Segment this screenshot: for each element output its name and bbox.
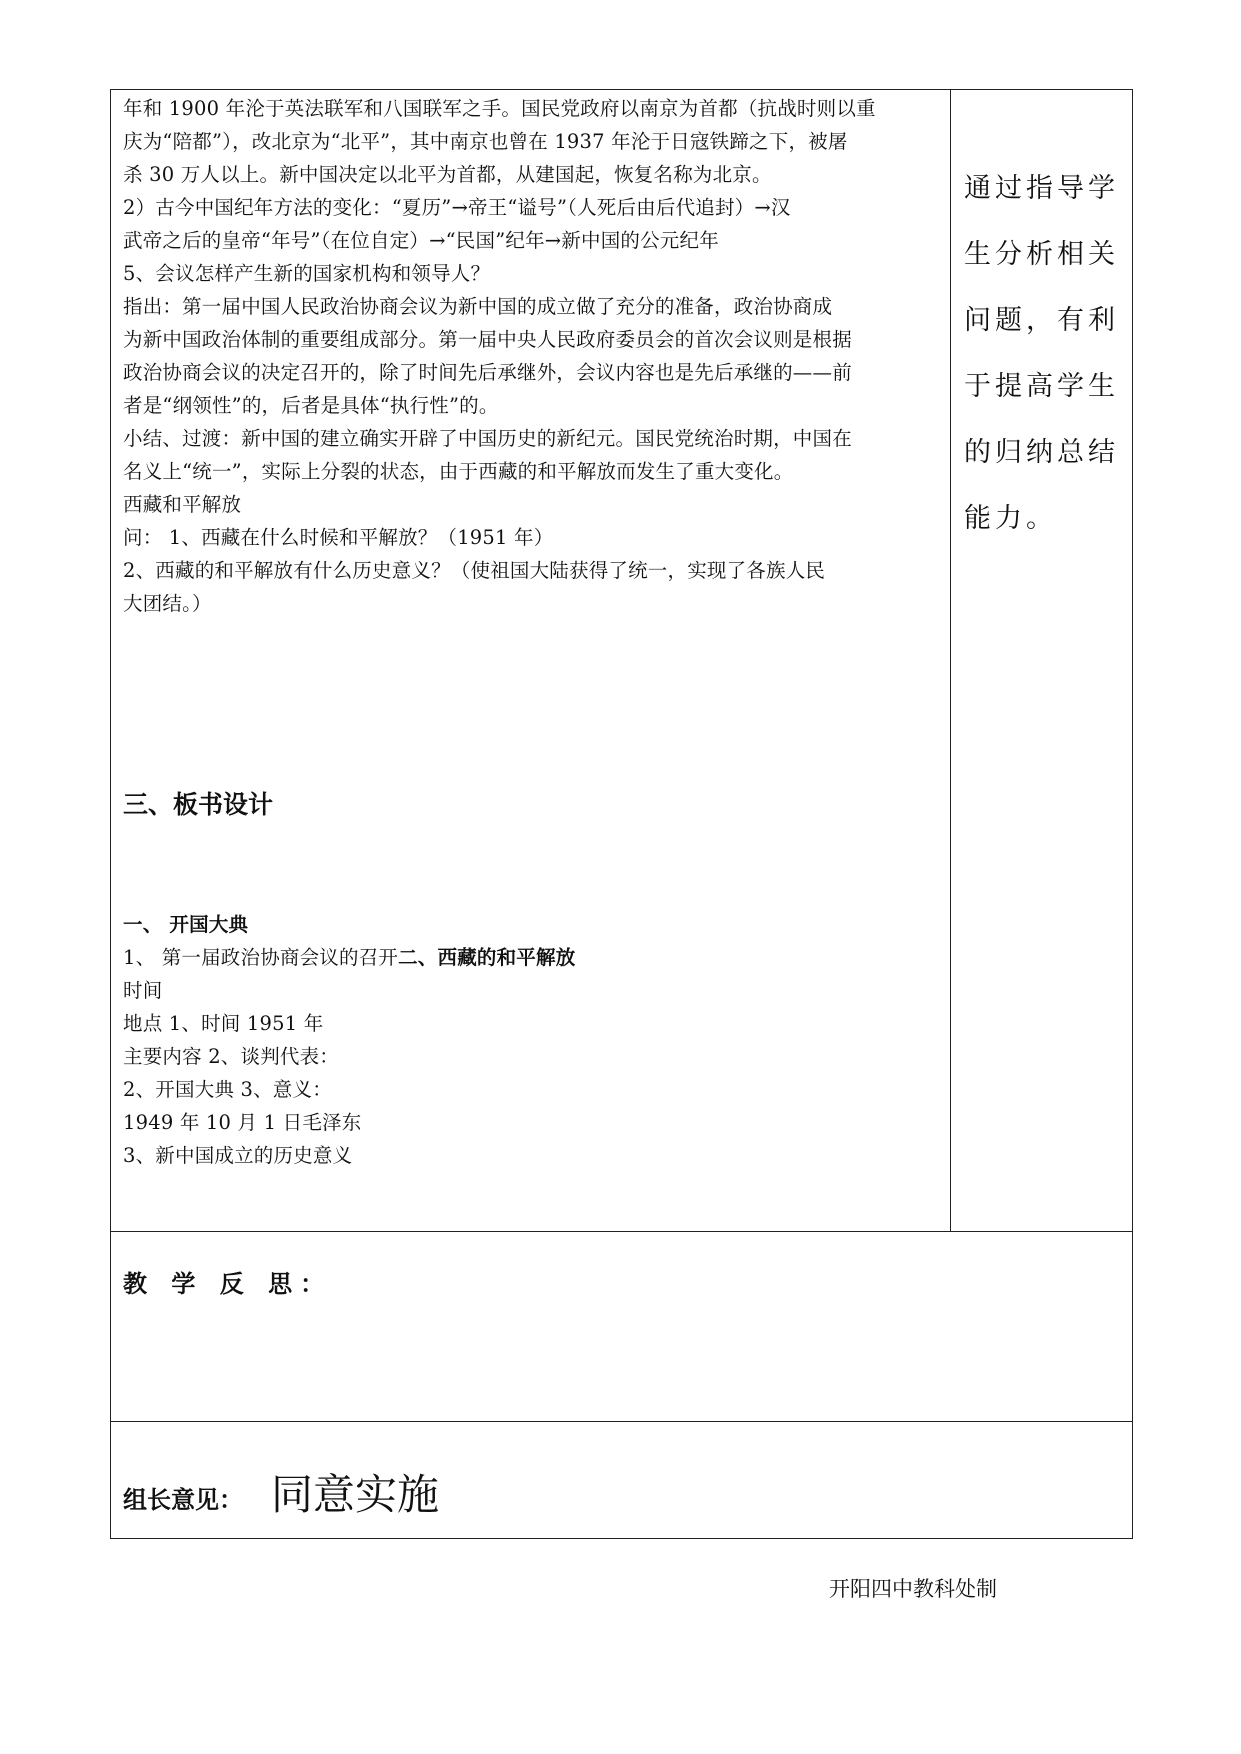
side-note-line: 于提高学生 <box>964 371 1119 402</box>
text-line: 政治协商会议的决定召开的，除了时间先后承继外，会议内容也是先后承继的——前 <box>123 361 852 384</box>
footer-credit: 开阳四中教科处制 <box>829 1577 997 1601</box>
design-intent-cell <box>952 90 1132 1231</box>
text-line: 庆为“陪都”），改北京为“北平”，其中南京也曾在 1937 年沦于日寇铁蹄之下，被屠 <box>123 130 848 153</box>
board-line: 主要内容 2、谈判代表： <box>123 1045 340 1068</box>
board-item-1 <box>123 941 949 974</box>
text-line: 年和 1900 年沦于英法联军和八国联军之手。国民党政府以南京为首都（抗战时则以重 <box>123 97 876 120</box>
content-row <box>111 90 1132 1232</box>
lesson-content-cell <box>111 90 951 1231</box>
text-line: 问： 1、西藏在什么时候和平解放？（1951 年） <box>123 526 554 549</box>
side-note-line: 问题，有利 <box>964 305 1119 336</box>
text-line: 武帝之后的皇帝“年号”（在位自定）→“民国”纪年→新中国的公元纪年 <box>123 229 719 252</box>
board-item-1-text: 1、 第一届政治协商会议的召开 <box>123 946 399 969</box>
text-line: 为新中国政治体制的重要组成部分。第一届中央人民政府委员会的首次会议则是根据 <box>123 328 852 351</box>
teaching-reflection-cell <box>111 1232 1132 1422</box>
text-line: 杀 30 万人以上。新中国决定以北平为首都，从建国起，恢复名称为北京。 <box>123 163 772 186</box>
side-note-line: 能力。 <box>964 503 1057 534</box>
board-line: 地点 1、时间 1951 年 <box>123 1012 324 1035</box>
text-line: 5、会议怎样产生新的国家机构和领导人？ <box>123 262 491 285</box>
text-line: 西藏和平解放 <box>123 493 242 516</box>
text-line: 者是“纲领性”的，后者是具体“执行性”的。 <box>123 394 499 417</box>
side-note-line: 的归纳总结 <box>964 437 1119 468</box>
text-line: 2、西藏的和平解放有什么历史意义？（使祖国大陆获得了统一，实现了各族人民 <box>123 559 826 582</box>
leader-opinion-label: 组长意见： <box>123 1486 243 1514</box>
board-section-1: 一、 开国大典 <box>123 913 249 936</box>
board-line: 2、开国大典 3、意义： <box>123 1078 332 1101</box>
text-line: 大团结。） <box>123 592 212 615</box>
board-section-2: 二、西藏的和平解放 <box>398 946 576 969</box>
text-line: 指出：第一届中国人民政治协商会议为新中国的成立做了充分的准备，政治协商成 <box>123 295 833 318</box>
board-line: 1949 年 10 月 1 日毛泽东 <box>123 1111 362 1134</box>
board-line: 时间 <box>123 979 163 1002</box>
text-line: 名义上“统一”，实际上分裂的状态，由于西藏的和平解放而发生了重大变化。 <box>123 460 794 483</box>
board-line: 3、新中国成立的历史意义 <box>123 1144 353 1167</box>
text-line: 小结、过渡：新中国的建立确实开辟了中国历史的新纪元。国民党统治时期，中国在 <box>123 427 852 450</box>
lesson-plan-table <box>110 89 1133 1539</box>
group-leader-opinion-cell <box>111 1422 1132 1538</box>
leader-opinion-value: 同意实施 <box>271 1470 440 1519</box>
board-design-heading: 三、板书设计 <box>123 790 274 819</box>
reflection-label: 教 学 反 思： <box>123 1270 333 1298</box>
side-note-line: 生分析相关 <box>964 239 1119 270</box>
side-note-line: 通过指导学 <box>964 173 1119 204</box>
text-line: 2）古今中国纪年方法的变化：“夏历”→帝王“谥号”（人死后由后代追封）→汉 <box>123 196 791 219</box>
